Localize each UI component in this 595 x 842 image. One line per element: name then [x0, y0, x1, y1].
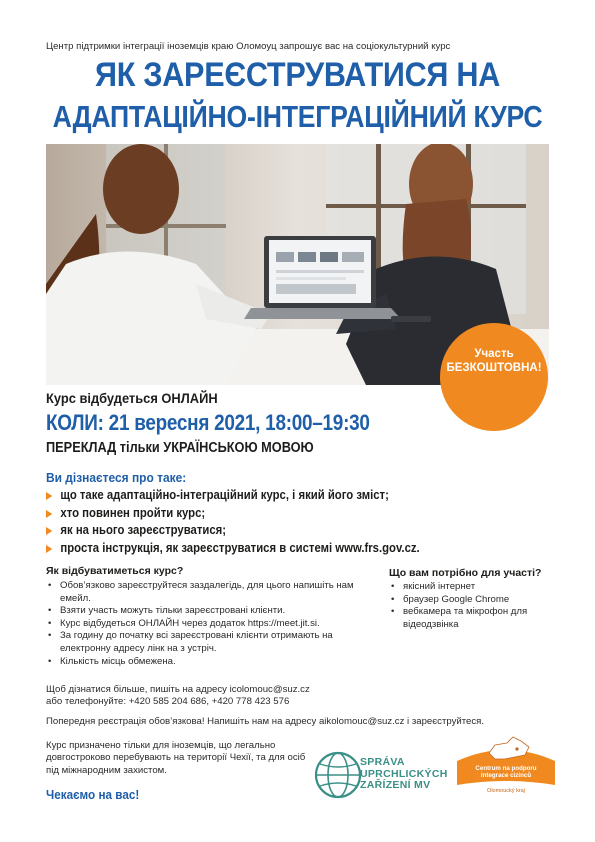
contact-phone-line: або телефонуйте: +420 585 204 686, +420 778 423 576	[46, 696, 290, 708]
list-item: • Кількість місць обмежена.	[46, 656, 366, 669]
list-item: проста інструкція, як зареєструватися в системі www.frs.gov.cz.	[46, 540, 420, 558]
contact-info	[46, 684, 310, 709]
list-item: • Курс відбудеться ОНЛАЙН через додаток https://meet.jit.si.	[46, 618, 366, 631]
how-heading: Як відбуватиметься курс?	[46, 565, 184, 577]
integration-centre-logo-text: Centrum na podporu integrace cizinců	[475, 765, 537, 779]
list-item: хто повинен пройти курс;	[46, 505, 420, 523]
list-item: • вебкамера та мікрофон для відеодзвінка	[389, 606, 554, 631]
triangle-bullet-icon	[46, 527, 52, 535]
list-item: • якісний інтернет	[389, 581, 554, 594]
how-list	[46, 580, 366, 668]
online-notice: Курс відбудеться ОНЛАЙН	[46, 390, 218, 406]
badge-line-2: БЕЗКОШТОВНА!	[446, 362, 542, 374]
free-participation-badge	[440, 323, 548, 431]
list-item: • За годину до початку всі зареєстровані клієнти отримають на електронну адресу лінк на з устріч.	[46, 630, 366, 655]
list-item: • Взяти участь можуть тільки зареєстровані клієнти.	[46, 605, 366, 618]
title-line-2: АДАПТАЦІЙНО-ІНТЕГРАЦІЙНИЙ КУРС	[52, 99, 543, 134]
learn-list	[46, 487, 461, 557]
contact-email-line: Щоб дізнатися більше, пишіть на адресу icolomouc@suz.cz	[46, 684, 310, 695]
badge-line-1: Участь	[474, 348, 514, 360]
eligibility-notice: Курс призначено тільки для іноземців, що легально довгостроково перебувають на території Чехії, та для осіб під міжнародним захистом.	[46, 740, 306, 776]
preregistration-notice: Попередня реєстрація обов’язкова! Напишіть нам на адресу aikolomouc@suz.cz і зареєструйтеся.	[46, 716, 485, 727]
welcome-text: Чекаємо на вас!	[46, 787, 140, 802]
list-item: • Обов’язково зареєструйтеся заздалегідь, для цього напишіть нам емейл.	[46, 580, 366, 605]
translation-notice: ПЕРЕКЛАД тільки УКРАЇНСЬКОЮ МОВОЮ	[46, 440, 314, 456]
integration-centre-region: Olomoucký kraj	[487, 788, 525, 794]
suz-logo-text: SPRÁVA UPRCHLICKÝCH ZAŘÍZENÍ MV	[360, 756, 448, 791]
learn-heading: Ви дізнаєтеся про таке:	[46, 470, 187, 485]
list-item: що таке адаптаційно-інтеграційний курс, і який його зміст;	[46, 487, 420, 505]
triangle-bullet-icon	[46, 492, 52, 500]
need-heading: Що вам потрібно для участі?	[389, 567, 542, 579]
triangle-bullet-icon	[46, 510, 52, 518]
title-line-1: ЯК ЗАРЕЄСТРУВАТИСЯ НА	[94, 56, 501, 94]
event-date-time: КОЛИ: 21 вересня 2021, 18:00–19:30	[46, 410, 370, 435]
list-item: • браузер Google Chrome	[389, 594, 554, 607]
intro-line: Центр підтримки інтеграції іноземців краю Оломоуц запрошує вас на соціокультурний курс	[46, 41, 451, 52]
triangle-bullet-icon	[46, 545, 52, 553]
need-list	[389, 581, 554, 631]
list-item: як на нього зареєструватися;	[46, 522, 420, 540]
